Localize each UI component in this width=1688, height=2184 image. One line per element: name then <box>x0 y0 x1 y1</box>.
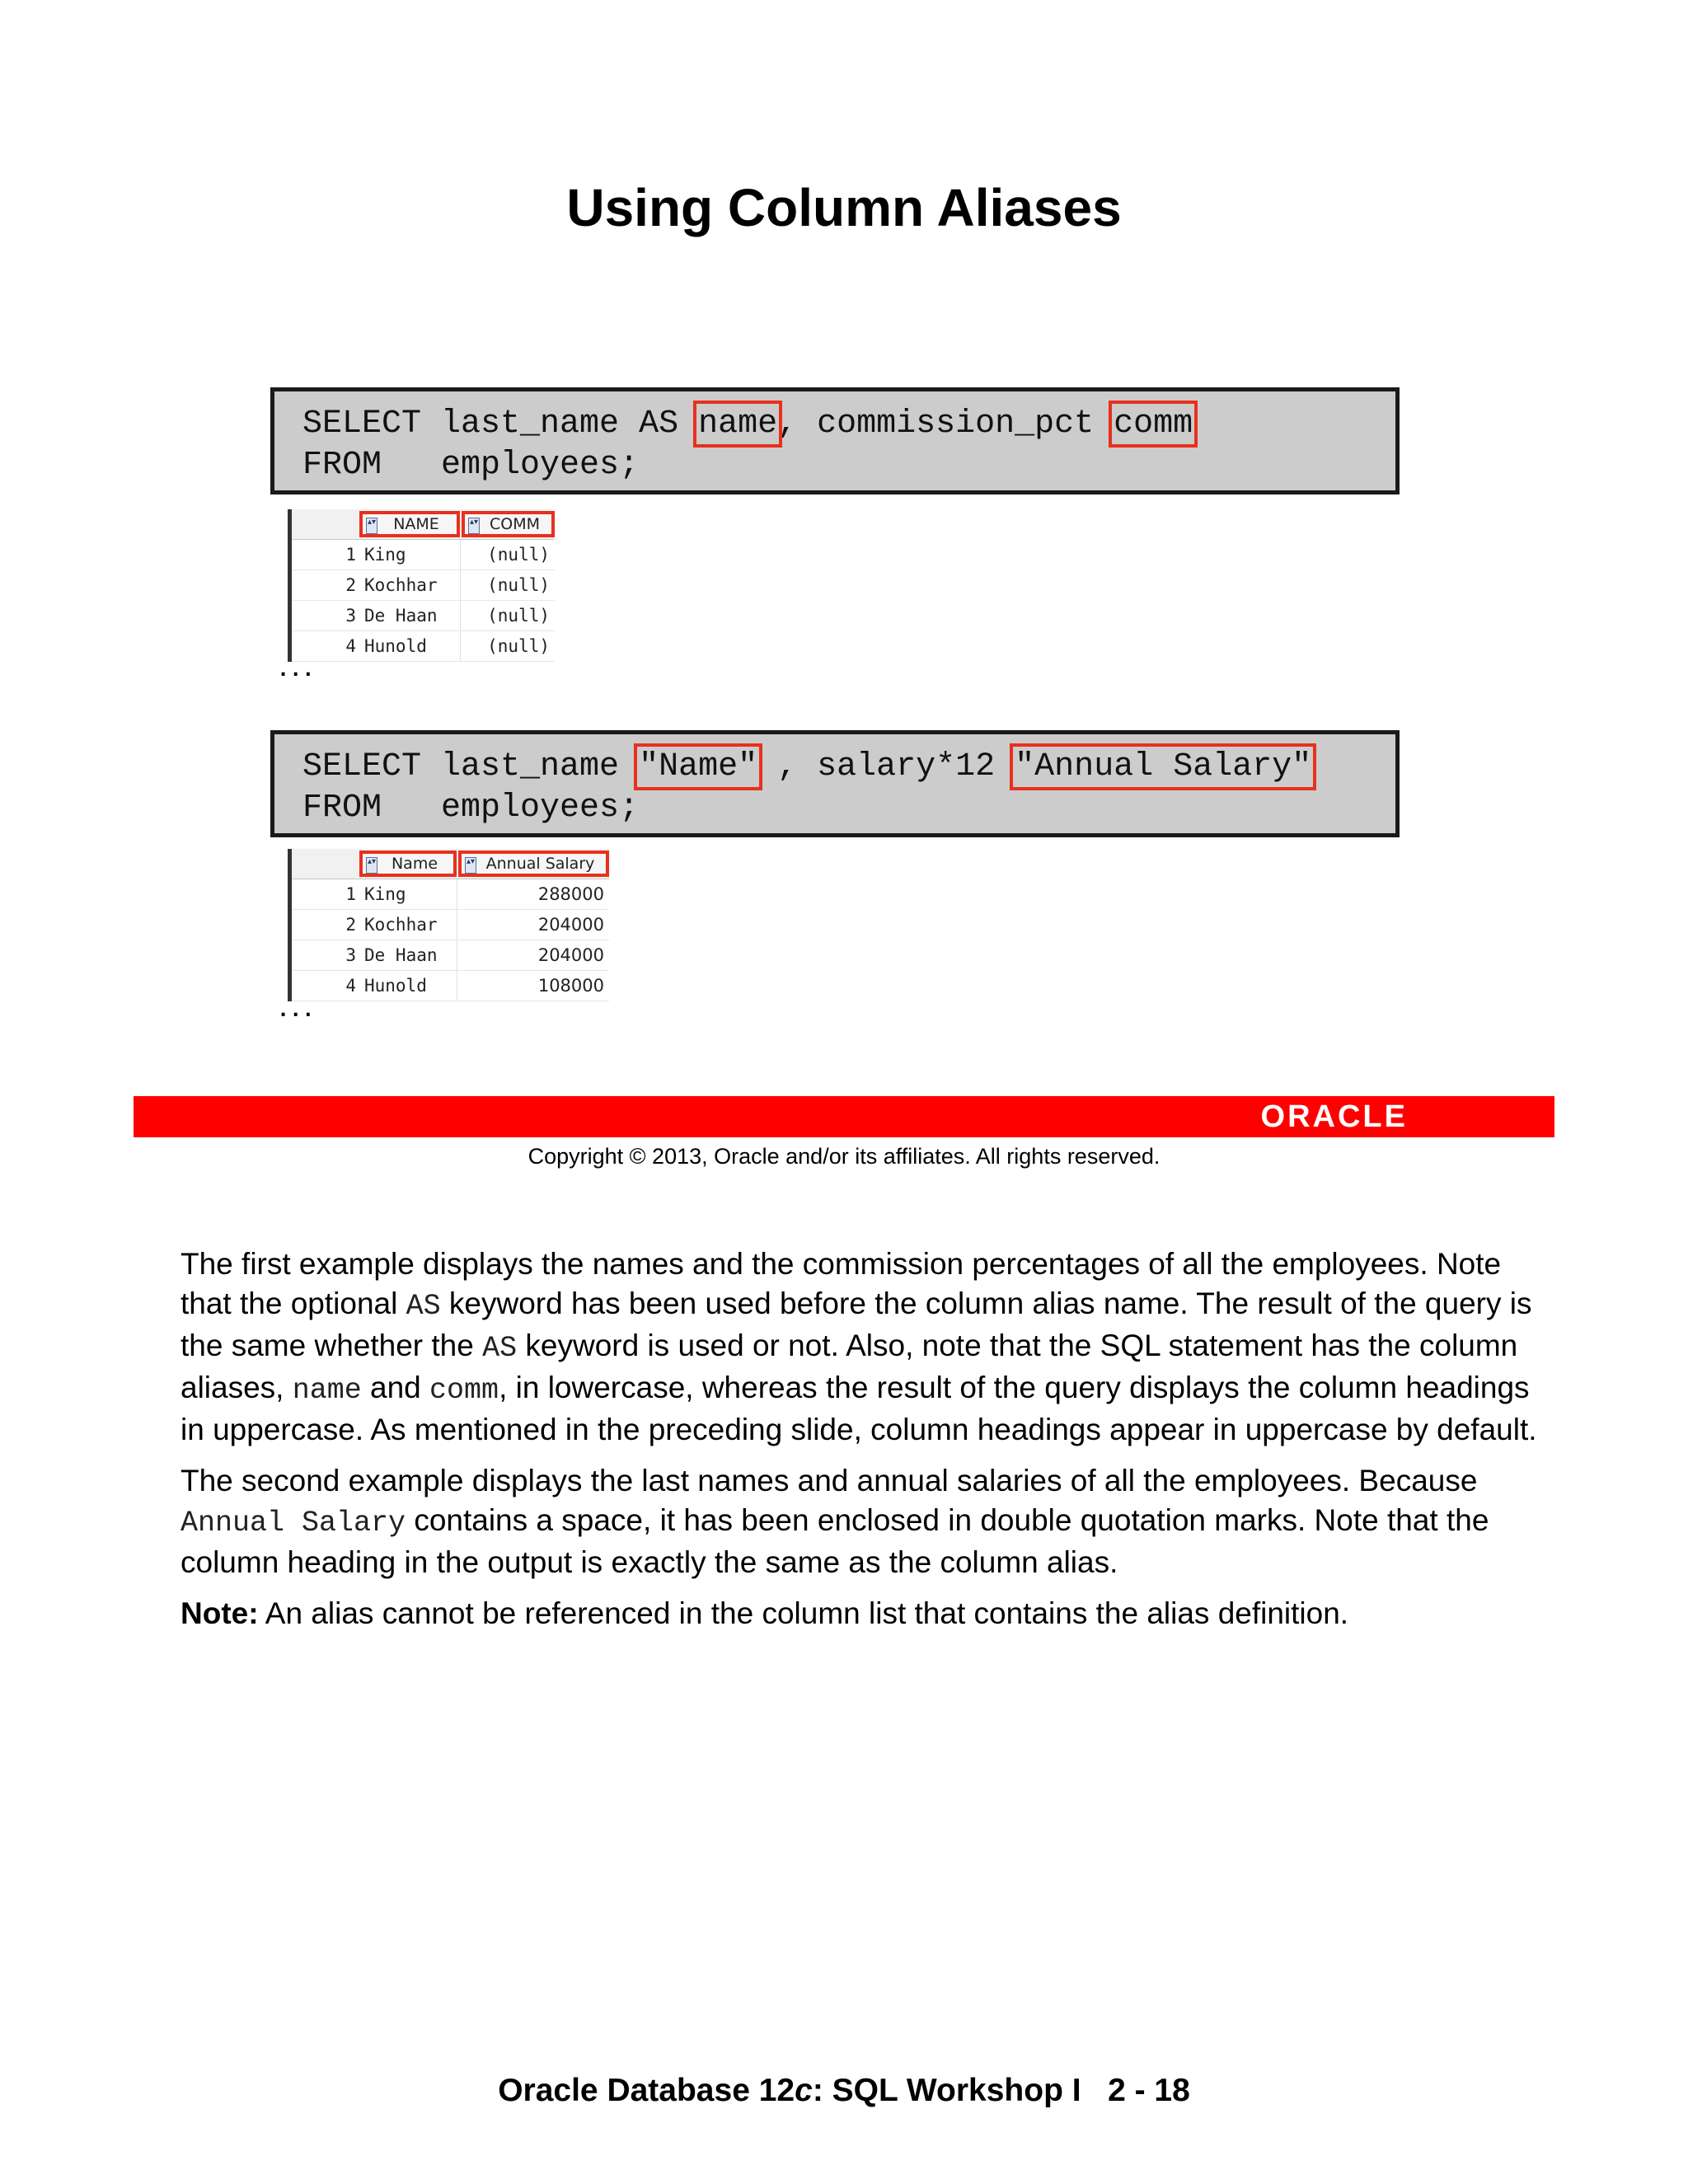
sort-icon: ▴▾ <box>468 518 480 534</box>
table-row <box>292 910 609 940</box>
code-inline: AS <box>482 1332 518 1365</box>
code-line-1 <box>302 748 1311 787</box>
column-header-name[interactable]: ▴▾ NAME <box>359 511 460 537</box>
cell-name: King <box>364 884 406 904</box>
page-footer: Oracle Database 12c: SQL Workshop I 2 - 18 <box>498 2073 1190 2108</box>
cell-annual-salary: 288000 <box>537 884 604 904</box>
oracle-logo: ORACLE <box>1260 1099 1408 1134</box>
code-text: SELECT last_name <box>302 748 640 785</box>
cell-annual-salary: 108000 <box>537 976 604 996</box>
table-row <box>292 631 555 662</box>
row-number: 2 <box>345 575 356 595</box>
cell-comm: (null) <box>487 606 550 626</box>
notes-paragraph-2: The second example displays the last names and annual salaries of all the employees. Because Annual Salary contains a space, it has been enclosed in double quotation marks. Note that the column heading in the output is exactly the same as the column alias. <box>181 1464 1489 1579</box>
code-text: , commission_pct <box>777 405 1114 443</box>
column-header-annual-salary[interactable]: ▴▾ Annual Salary <box>458 851 609 877</box>
notes-section <box>181 1244 1549 1645</box>
code-box-example-2 <box>270 730 1400 837</box>
cell-annual-salary: 204000 <box>537 915 604 935</box>
alias-highlight-annual-salary: "Annual Salary" <box>1015 748 1312 785</box>
copyright-notice: Copyright © 2013, Oracle and/or its affiliates. All rights reserved. <box>528 1144 1160 1169</box>
grid-header <box>292 509 555 540</box>
table-row <box>292 601 555 631</box>
table-row <box>292 940 609 971</box>
notes-paragraph-1: The first example displays the names and the commission percentages of all the employees. Note that the optional AS keyword has been used before the column alias name. The result of the query is the same whether the AS keyword is used or not. Also, note that the SQL statement has the column aliases, name and comm, in lowercase, whereas the result of the query displays the column headings in uppercase. As mentioned in the preceding slide, column headings appear in uppercase by default. <box>181 1247 1537 1446</box>
row-number: 3 <box>345 945 356 965</box>
note-label: Note: <box>181 1596 259 1630</box>
code-inline: Annual Salary <box>181 1507 406 1540</box>
table-row <box>292 971 609 1001</box>
cell-annual-salary: 204000 <box>537 945 604 965</box>
row-number: 1 <box>345 545 356 565</box>
result-grid-example-1 <box>288 509 555 662</box>
cell-name: King <box>364 545 406 565</box>
code-box-example-1 <box>270 387 1400 494</box>
code-inline: comm <box>429 1374 499 1407</box>
cell-name: De Haan <box>364 945 438 965</box>
row-number: 1 <box>345 884 356 904</box>
sort-icon: ▴▾ <box>366 518 377 534</box>
row-number: 2 <box>345 915 356 935</box>
table-row <box>292 570 555 601</box>
alias-highlight-name: "Name" <box>639 748 758 785</box>
code-line-1 <box>302 405 1193 444</box>
notes-paragraph-3: Note: An alias cannot be referenced in the column list that contains the alias definition. <box>181 1596 1349 1630</box>
oracle-banner <box>134 1096 1554 1137</box>
ellipsis: ... <box>279 647 316 683</box>
sort-icon: ▴▾ <box>366 857 377 874</box>
result-grid-example-2 <box>288 849 609 1001</box>
cell-name: Hunold <box>364 976 427 996</box>
column-header-name[interactable]: ▴▾ Name <box>359 851 457 877</box>
code-inline: name <box>292 1374 362 1407</box>
row-number: 4 <box>345 636 356 656</box>
code-text: SELECT last_name AS <box>302 405 699 443</box>
row-number: 3 <box>345 606 356 626</box>
page-title: Using Column Aliases <box>566 178 1122 237</box>
row-number: 4 <box>345 976 356 996</box>
code-text: , salary*12 <box>757 748 1015 785</box>
table-row <box>292 879 609 910</box>
cell-name: Hunold <box>364 636 427 656</box>
column-header-comm[interactable]: ▴▾ COMM <box>462 511 555 537</box>
ellipsis: ... <box>279 987 316 1024</box>
code-line-2: FROM employees; <box>302 447 640 484</box>
cell-name: De Haan <box>364 606 438 626</box>
cell-comm: (null) <box>487 636 550 656</box>
cell-comm: (null) <box>487 575 550 595</box>
cell-name: Kochhar <box>364 915 438 935</box>
cell-comm: (null) <box>487 545 550 565</box>
alias-highlight-comm: comm <box>1114 405 1193 443</box>
table-row <box>292 540 555 570</box>
cell-name: Kochhar <box>364 575 438 595</box>
alias-highlight-name: name <box>698 405 778 443</box>
code-inline: AS <box>406 1290 441 1323</box>
sort-icon: ▴▾ <box>465 857 476 874</box>
code-line-2: FROM employees; <box>302 790 640 827</box>
grid-header <box>292 849 609 879</box>
